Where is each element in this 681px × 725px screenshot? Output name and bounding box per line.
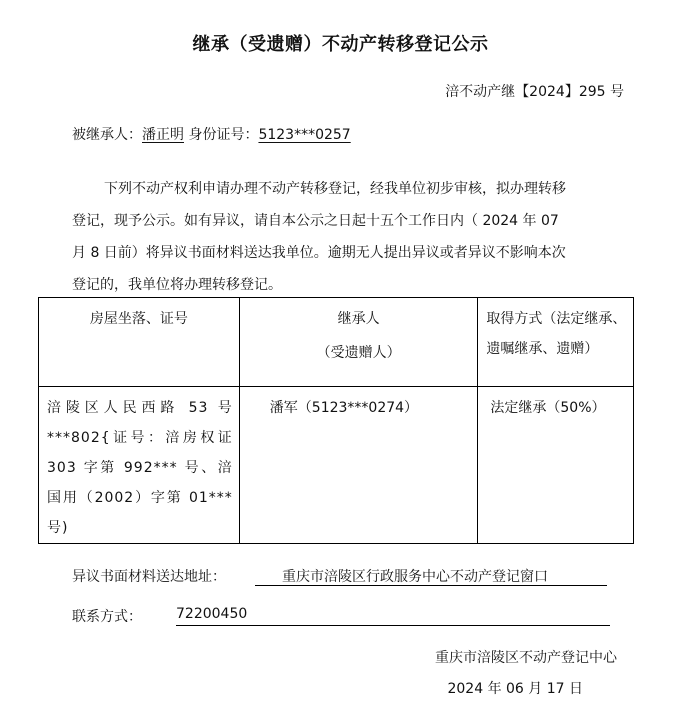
- cell-heir: [239, 387, 478, 544]
- decedent-name: 潘正明: [142, 127, 184, 143]
- transfer-table: [38, 297, 634, 544]
- issuer-name: 重庆市涪陵区不动产登记中心: [435, 650, 617, 666]
- header-property: [39, 298, 240, 387]
- header-method: [478, 298, 634, 387]
- issue-date: 2024 年 06 月 17 日: [447, 681, 583, 697]
- notice-line: 下列不动产权利申请办理不动产转移登记，经我单位初步审核，拟办理转移: [104, 181, 566, 197]
- header-heir-text: 继承人: [337, 311, 380, 327]
- header-heir-subtext: （受遗赠人）: [316, 345, 401, 361]
- document-number: 涪不动产继【2024】295 号: [445, 84, 624, 100]
- contact-label: 联系方式：: [72, 609, 142, 625]
- cell-method: [478, 387, 634, 544]
- cell-property: [39, 387, 240, 544]
- address-underline: [255, 585, 607, 586]
- decedent-id-number: 5123***0257: [258, 127, 351, 143]
- header-property-text: 房屋坐落、证号: [89, 311, 188, 327]
- contact-underline: [176, 625, 610, 626]
- table-header-row: [39, 298, 634, 387]
- notice-line: 月 8 日前）将异议书面材料送达我单位。逾期无人提出异议或者异议不影响本次: [72, 245, 566, 261]
- property-location: 涪陵区人民西路 53 号***802{证号：涪房权证 303 字第 992*** 号、涪国用（2002）字第 01***号): [47, 400, 233, 536]
- acquisition-method: 法定继承（50%）: [490, 400, 606, 416]
- objection-address-label: 异议书面材料送达地址：: [72, 569, 226, 585]
- decedent-label: 被继承人：: [72, 127, 142, 143]
- contact-value: 72200450: [176, 606, 248, 622]
- notice-paragraph: [72, 173, 632, 301]
- id-label: 身份证号：: [188, 127, 259, 143]
- notice-line: 登记，现予公示。如有异议，请自本公示之日起十五个工作日内（ 2024 年 07: [72, 213, 559, 229]
- header-heir: [239, 298, 478, 387]
- header-method-text: 取得方式（法定继承、遗嘱继承、遗赠）: [486, 311, 627, 357]
- notice-line: 登记的，我单位将办理转移登记。: [72, 277, 282, 293]
- table-row: [39, 387, 634, 544]
- decedent-line: [72, 124, 351, 144]
- page-title: 继承（受遗赠）不动产转移登记公示: [192, 34, 489, 55]
- objection-address-value: 重庆市涪陵区行政服务中心不动产登记窗口: [282, 569, 548, 585]
- heir-name-id: 潘军（5123***0274）: [269, 400, 419, 416]
